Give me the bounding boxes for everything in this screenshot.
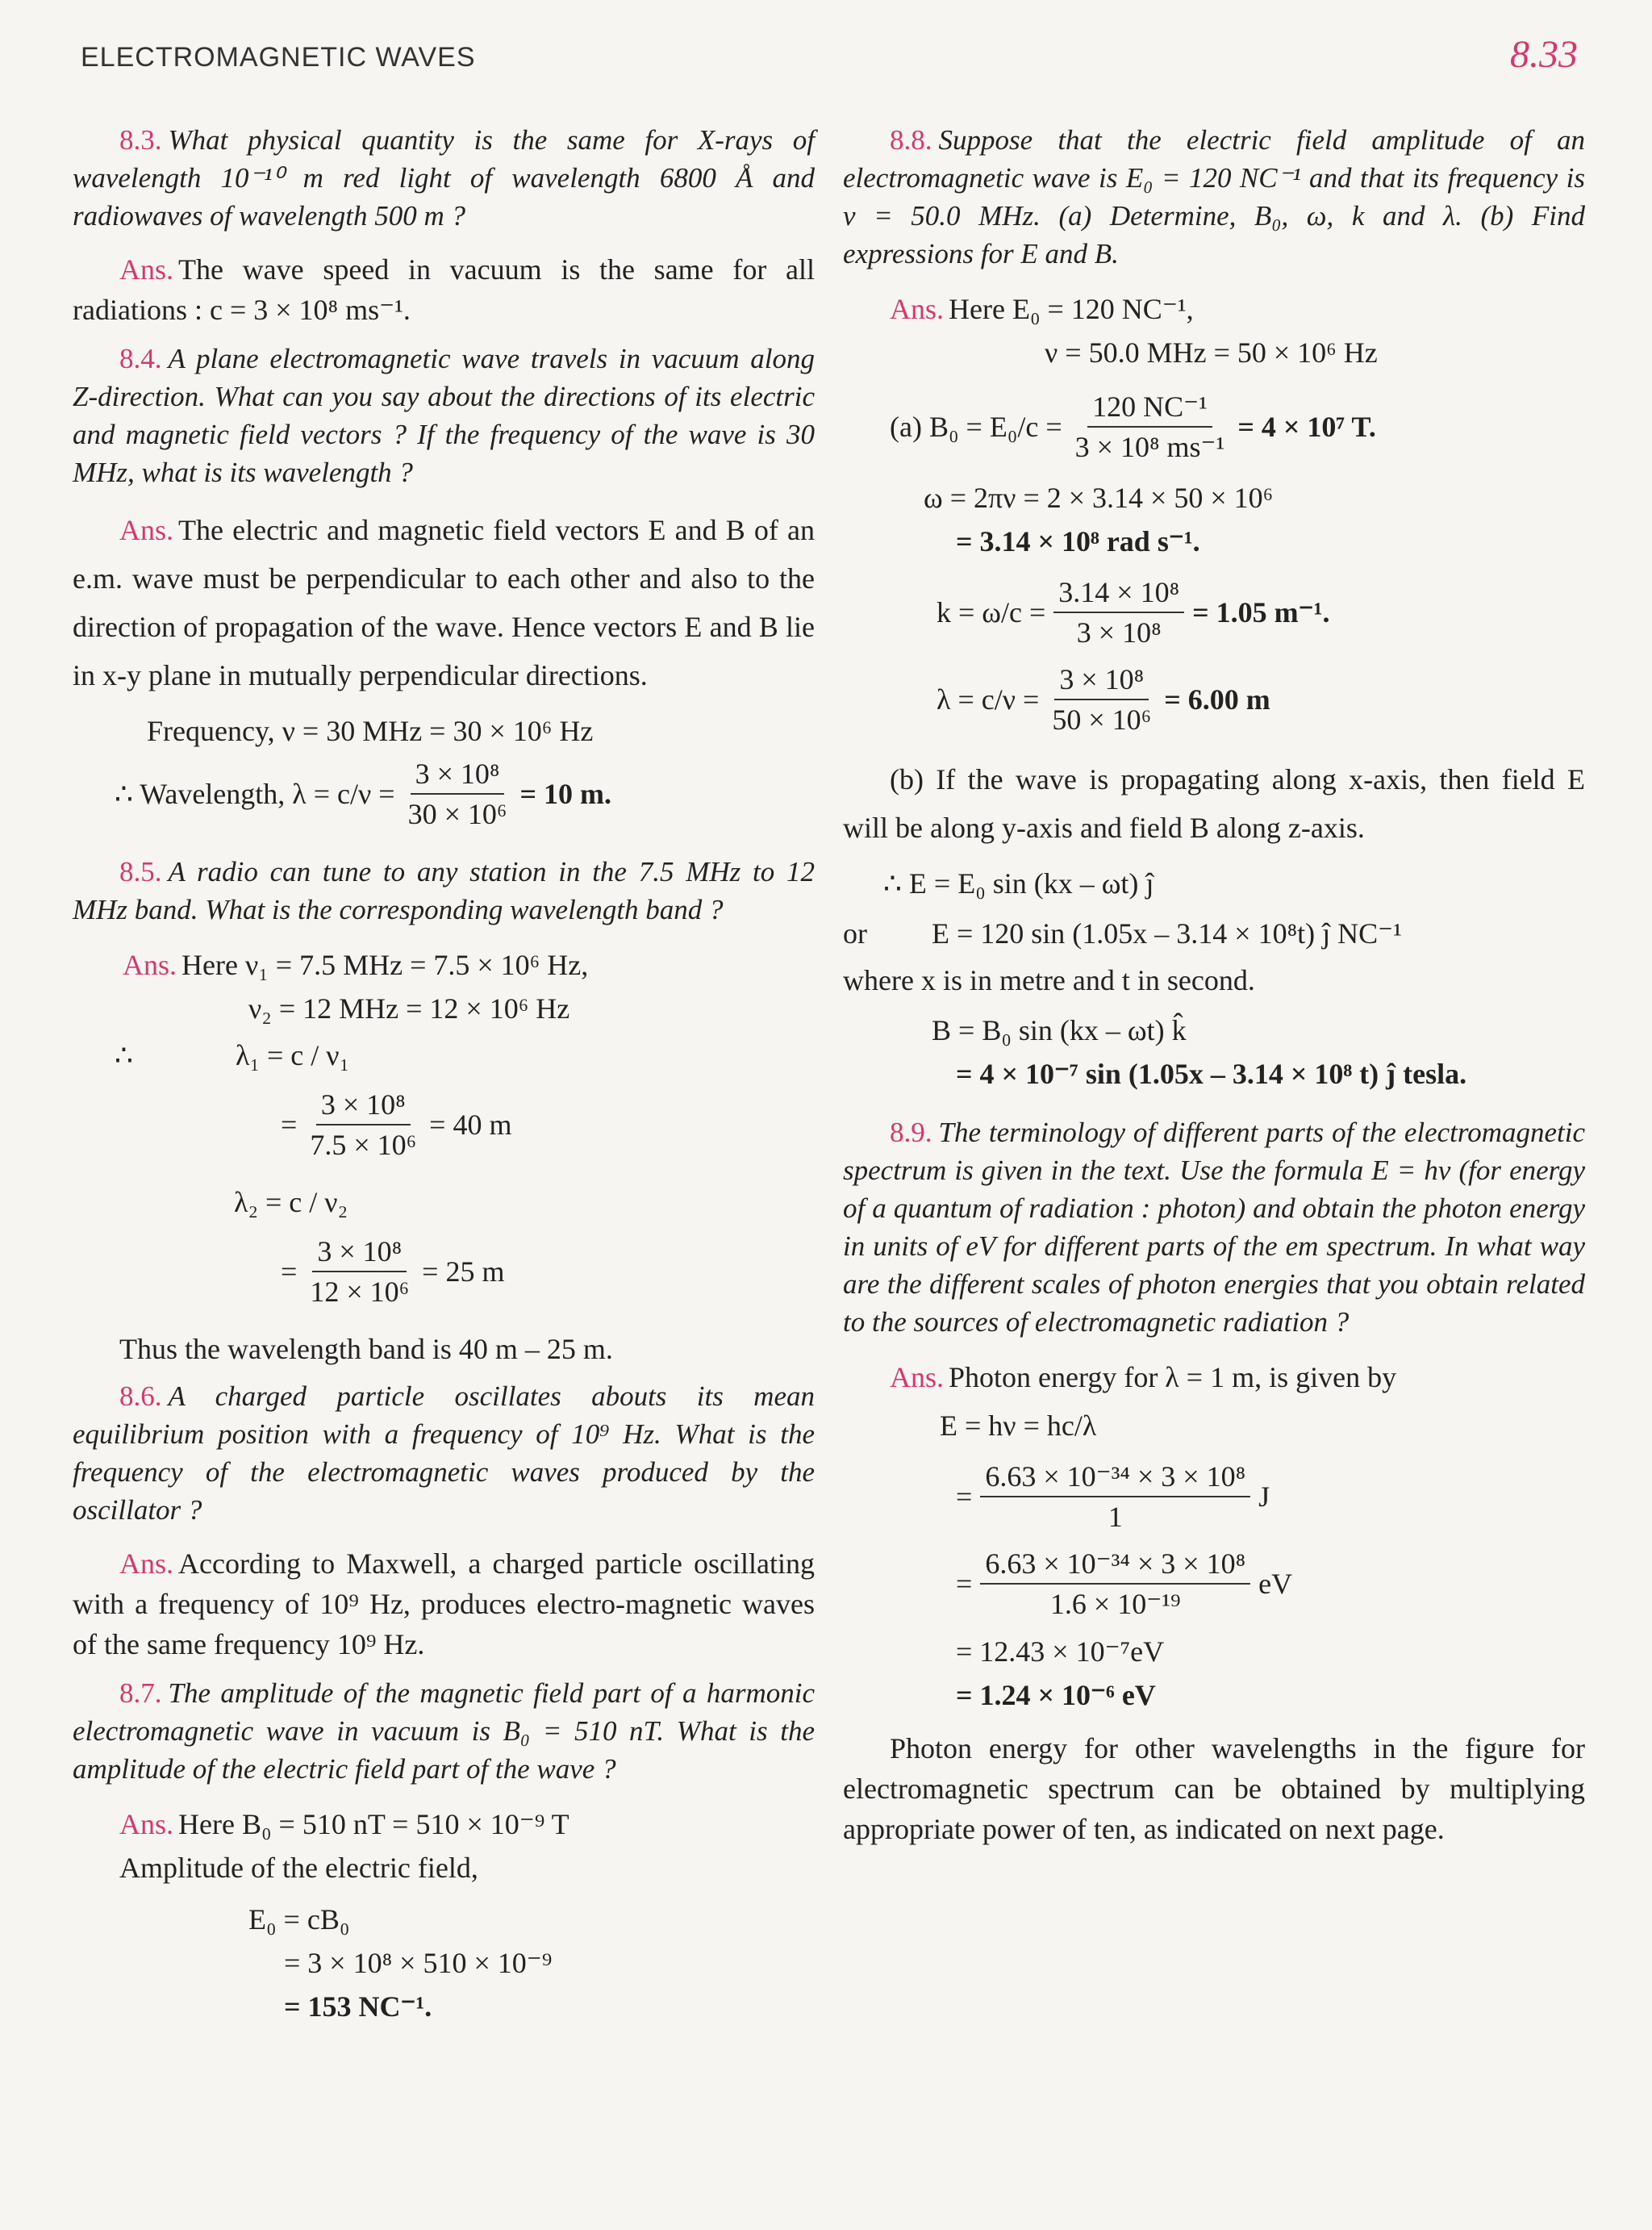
eq-result: = 10 m. [519, 778, 611, 810]
e-vector-equation: ∴ E = E₀ sin (kx – ωt) ĵ [883, 867, 1154, 900]
question-text: A plane electromagnetic wave travels in vacuum along Z-direction. What can you say about the directions of its electric and magnetic field vectors ? If the frequency of the wave is 30 MHz, what is its wavelength ? [73, 343, 815, 488]
answer-label: Ans. [119, 1808, 174, 1840]
numerator: 3 × 10⁸ [1054, 662, 1149, 700]
answer-8-6 [73, 1543, 815, 1664]
therefore-symbol: ∴ [115, 1039, 133, 1071]
question-8-3 [73, 121, 815, 235]
answer-8-9-line1 [843, 1355, 1585, 1399]
denominator: 3 × 10⁸ ms⁻¹ [1074, 431, 1225, 463]
eq-prefix: (a) B₀ = E₀/c = [890, 411, 1062, 443]
numerator: 3.14 × 10⁸ [1053, 574, 1184, 613]
answer-label: Ans. [123, 949, 177, 981]
denominator: 1 [1108, 1501, 1123, 1533]
omega-line1: ω = 2πν = 2 × 3.14 × 50 × 10⁶ [924, 482, 1274, 514]
b-vector-equation: B = B₀ sin (kx – ωt) k̂ [932, 1014, 1187, 1046]
numerator: 120 NC⁻¹ [1087, 389, 1212, 428]
answer-text: Here E₀ = 120 NC⁻¹, [949, 293, 1194, 325]
fraction [305, 1087, 421, 1163]
right-column [843, 121, 1585, 1859]
lambda1-calc: = $\frac{\text{3 × 10⁸}}{\text{7.5 × 10⁶}}$ = 40 m [281, 1088, 512, 1161]
question-8-9 [843, 1113, 1585, 1341]
question-number: 8.8. [890, 124, 932, 156]
unit: J [1258, 1480, 1270, 1513]
closing-paragraph [843, 1728, 1585, 1849]
numerator: 6.63 × 10⁻³⁴ × 3 × 10⁸ [980, 1459, 1250, 1497]
numerator: 6.63 × 10⁻³⁴ × 3 × 10⁸ [980, 1546, 1250, 1585]
question-8-8 [843, 121, 1585, 273]
question-number: 8.5. [119, 856, 162, 887]
answer-label: Ans. [119, 253, 174, 286]
numerator: 3 × 10⁸ [312, 1234, 407, 1272]
question-text: A charged particle oscillates abouts its mean equilibrium position with a frequency of 10⁹ Hz. What is the frequency of the electromagnetic waves produced by the oscillator ? [73, 1380, 815, 1526]
energy-result-2: = 1.24 × 10⁻⁶ eV [956, 1679, 1156, 1711]
question-8-5 [73, 853, 815, 929]
eq-result: = 4 × 10⁷ T. [1237, 411, 1376, 443]
lambda1-expr: λ₁ = c / ν₁ [236, 1039, 350, 1071]
wavelength-equation [73, 756, 815, 832]
fraction [403, 756, 512, 832]
lambda1-def [73, 1038, 815, 1072]
or-label: or [843, 917, 867, 950]
photon-energy-formula: E = hν = hc/λ [940, 1409, 1097, 1442]
running-header: ELECTROMAGNETIC WAVES [81, 42, 476, 73]
denominator: 30 × 10⁶ [407, 798, 507, 830]
eq-result: = 40 m [429, 1109, 512, 1141]
question-number: 8.6. [119, 1380, 162, 1412]
unit: eV [1258, 1568, 1293, 1600]
question-8-6 [73, 1377, 815, 1529]
denominator: 1.6 × 10⁻¹⁹ [1049, 1588, 1181, 1620]
eq-prefix: k = ω/c = [937, 596, 1046, 628]
fraction [1070, 389, 1230, 465]
part-b-text [843, 755, 1585, 852]
e-vector-expr: E = 120 sin (1.05x – 3.14 × 10⁸t) ĵ NC⁻¹ [932, 917, 1402, 950]
k-equation [843, 574, 1585, 650]
question-8-7 [73, 1674, 815, 1788]
question-text: What physical quantity is the same for X-rays of wavelength 10⁻¹⁰ m red light of wavelength 6800 Å and radiowaves of wavelength 500 m ? [73, 124, 815, 232]
fraction [980, 1459, 1250, 1535]
b-vector-result: = 4 × 10⁻⁷ sin (1.05x – 3.14 × 10⁸ t) ĵ tesla. [956, 1058, 1467, 1090]
units-note: where x is in metre and t in second. [843, 964, 1255, 996]
answer-8-3 [73, 249, 815, 330]
numerator: 3 × 10⁸ [316, 1087, 411, 1125]
answer-8-5-line2: ν₂ = 12 MHz = 12 × 10⁶ Hz [248, 992, 570, 1025]
denominator: 3 × 10⁸ [1076, 616, 1162, 649]
question-number: 8.4. [119, 343, 162, 374]
answer-8-7-line2: Amplitude of the electric field, [119, 1852, 478, 1884]
eq-result: = 1.05 m⁻¹. [1192, 596, 1330, 628]
answer-label: Ans. [890, 293, 945, 325]
eq-prefix: λ = c/ν = [937, 683, 1040, 716]
numerator: 3 × 10⁸ [411, 756, 505, 795]
answer-8-7-line1 [73, 1802, 815, 1846]
denominator: 12 × 10⁶ [310, 1276, 410, 1308]
b0-equation [843, 389, 1585, 465]
wavelength-band-conclusion: Thus the wavelength band is 40 m – 25 m. [119, 1333, 613, 1365]
lambda2-calc: = $\frac{\text{3 × 10⁸}}{\text{12 × 10⁶}}$ = 25 m [281, 1235, 505, 1308]
answer-text: Photon energy for λ = 1 m, is given by [949, 1361, 1397, 1393]
answer-text: The electric and magnetic field vectors E and B of an e.m. wave must be perpendicular to each other and also to the direction of propagation of the wave. Hence vectors E and B lie in x-y plane in mutually perpendicular directions. [73, 514, 815, 691]
eq-prefix: ∴ Wavelength, λ = c/ν = [115, 778, 395, 810]
answer-8-7-line3: E₀ = cB₀ [248, 1903, 350, 1936]
page-number: 8.33 [1510, 33, 1578, 76]
question-number: 8.9. [890, 1117, 932, 1148]
answer-text: Here B₀ = 510 nT = 510 × 10⁻⁹ T [178, 1808, 569, 1840]
denominator: 7.5 × 10⁶ [310, 1129, 417, 1161]
answer-text: Here ν₁ = 7.5 MHz = 7.5 × 10⁶ Hz, [181, 949, 589, 981]
answer-text: According to Maxwell, a charged particle oscillating with a frequency of 10⁹ Hz, produces electro-magnetic waves of the same frequency 10⁹ Hz. [73, 1547, 815, 1660]
lambda2-expr: λ₂ = c / ν₂ [234, 1186, 348, 1218]
answer-label: Ans. [119, 514, 174, 546]
energy-joule-calc: = $\frac{\text{6.63 × 10⁻³⁴ × 3 × 10⁸}}{1}$ J [956, 1460, 1270, 1533]
e-vector-expanded [843, 917, 1585, 950]
answer-8-7-line5: = 153 NC⁻¹. [284, 1990, 432, 2023]
answer-label: Ans. [119, 1547, 174, 1580]
denominator: 50 × 10⁶ [1052, 704, 1152, 736]
lambda2-def [73, 1185, 815, 1219]
energy-result-1: = 12.43 × 10⁻⁷eV [956, 1635, 1165, 1668]
fraction [1047, 662, 1156, 737]
question-8-4 [73, 340, 815, 491]
eq-result: = 25 m [422, 1255, 505, 1288]
question-text: The terminology of different parts of the electromagnetic spectrum is given in the text. Use the formula E = hν (for energy of a quantum of radiation : photon) and obtain the photon energy in units of eV for different parts of the em spectrum. In what way are the different scales of photon energies that you obtain related to the sources of electromagnetic radiation ? [843, 1117, 1585, 1338]
answer-8-8-line1 [843, 287, 1585, 331]
question-text: A radio can tune to any station in the 7.5 MHz to 12 MHz band. What is the corresponding wavelength band ? [73, 856, 815, 925]
answer-8-5-line1 [73, 943, 815, 987]
eq-result: = 6.00 m [1164, 683, 1270, 716]
question-number: 8.3. [119, 124, 162, 156]
energy-ev-calc: = $\frac{\text{6.63 × 10⁻³⁴ × 3 × 10⁸}}{\text{1.6 × 10⁻¹⁹}}$ eV [956, 1547, 1293, 1620]
answer-label: Ans. [890, 1361, 945, 1393]
fraction [305, 1234, 414, 1309]
fraction [980, 1546, 1250, 1622]
frequency-line: Frequency, ν = 30 MHz = 30 × 10⁶ Hz [147, 715, 594, 747]
question-number: 8.7. [119, 1677, 162, 1709]
answer-text: The wave speed in vacuum is the same for all radiations : c = 3 × 10⁸ ms⁻¹. [73, 253, 815, 326]
lambda-equation [843, 662, 1585, 737]
fraction [1053, 574, 1184, 650]
answer-text: (b) If the wave is propagating along x-axis, then field E will be along y-axis and field B along z-axis. [843, 763, 1585, 844]
answer-text: Photon energy for other wavelengths in the figure for electromagnetic spectrum can be obtained by multiplying appropriate power of ten, as indicated on next page. [843, 1732, 1585, 1845]
question-text: The amplitude of the magnetic field part of a harmonic electromagnetic wave in vacuum is B₀ = 510 nT. What is the amplitude of the electric field part of the wave ? [73, 1677, 815, 1785]
answer-8-8-line2: ν = 50.0 MHz = 50 × 10⁶ Hz [1045, 336, 1378, 369]
omega-line2: = 3.14 × 10⁸ rad s⁻¹. [956, 525, 1200, 558]
answer-8-4 [73, 506, 815, 699]
left-column [73, 121, 815, 2028]
answer-8-7-line4: = 3 × 10⁸ × 510 × 10⁻⁹ [284, 1947, 553, 1979]
question-text: Suppose that the electric field amplitude of an electromagnetic wave is E₀ = 120 NC⁻¹ and that its frequency is ν = 50.0 MHz. (a) Determine, B₀, ω, k and λ. (b) Find expressions for E and B. [843, 124, 1585, 269]
